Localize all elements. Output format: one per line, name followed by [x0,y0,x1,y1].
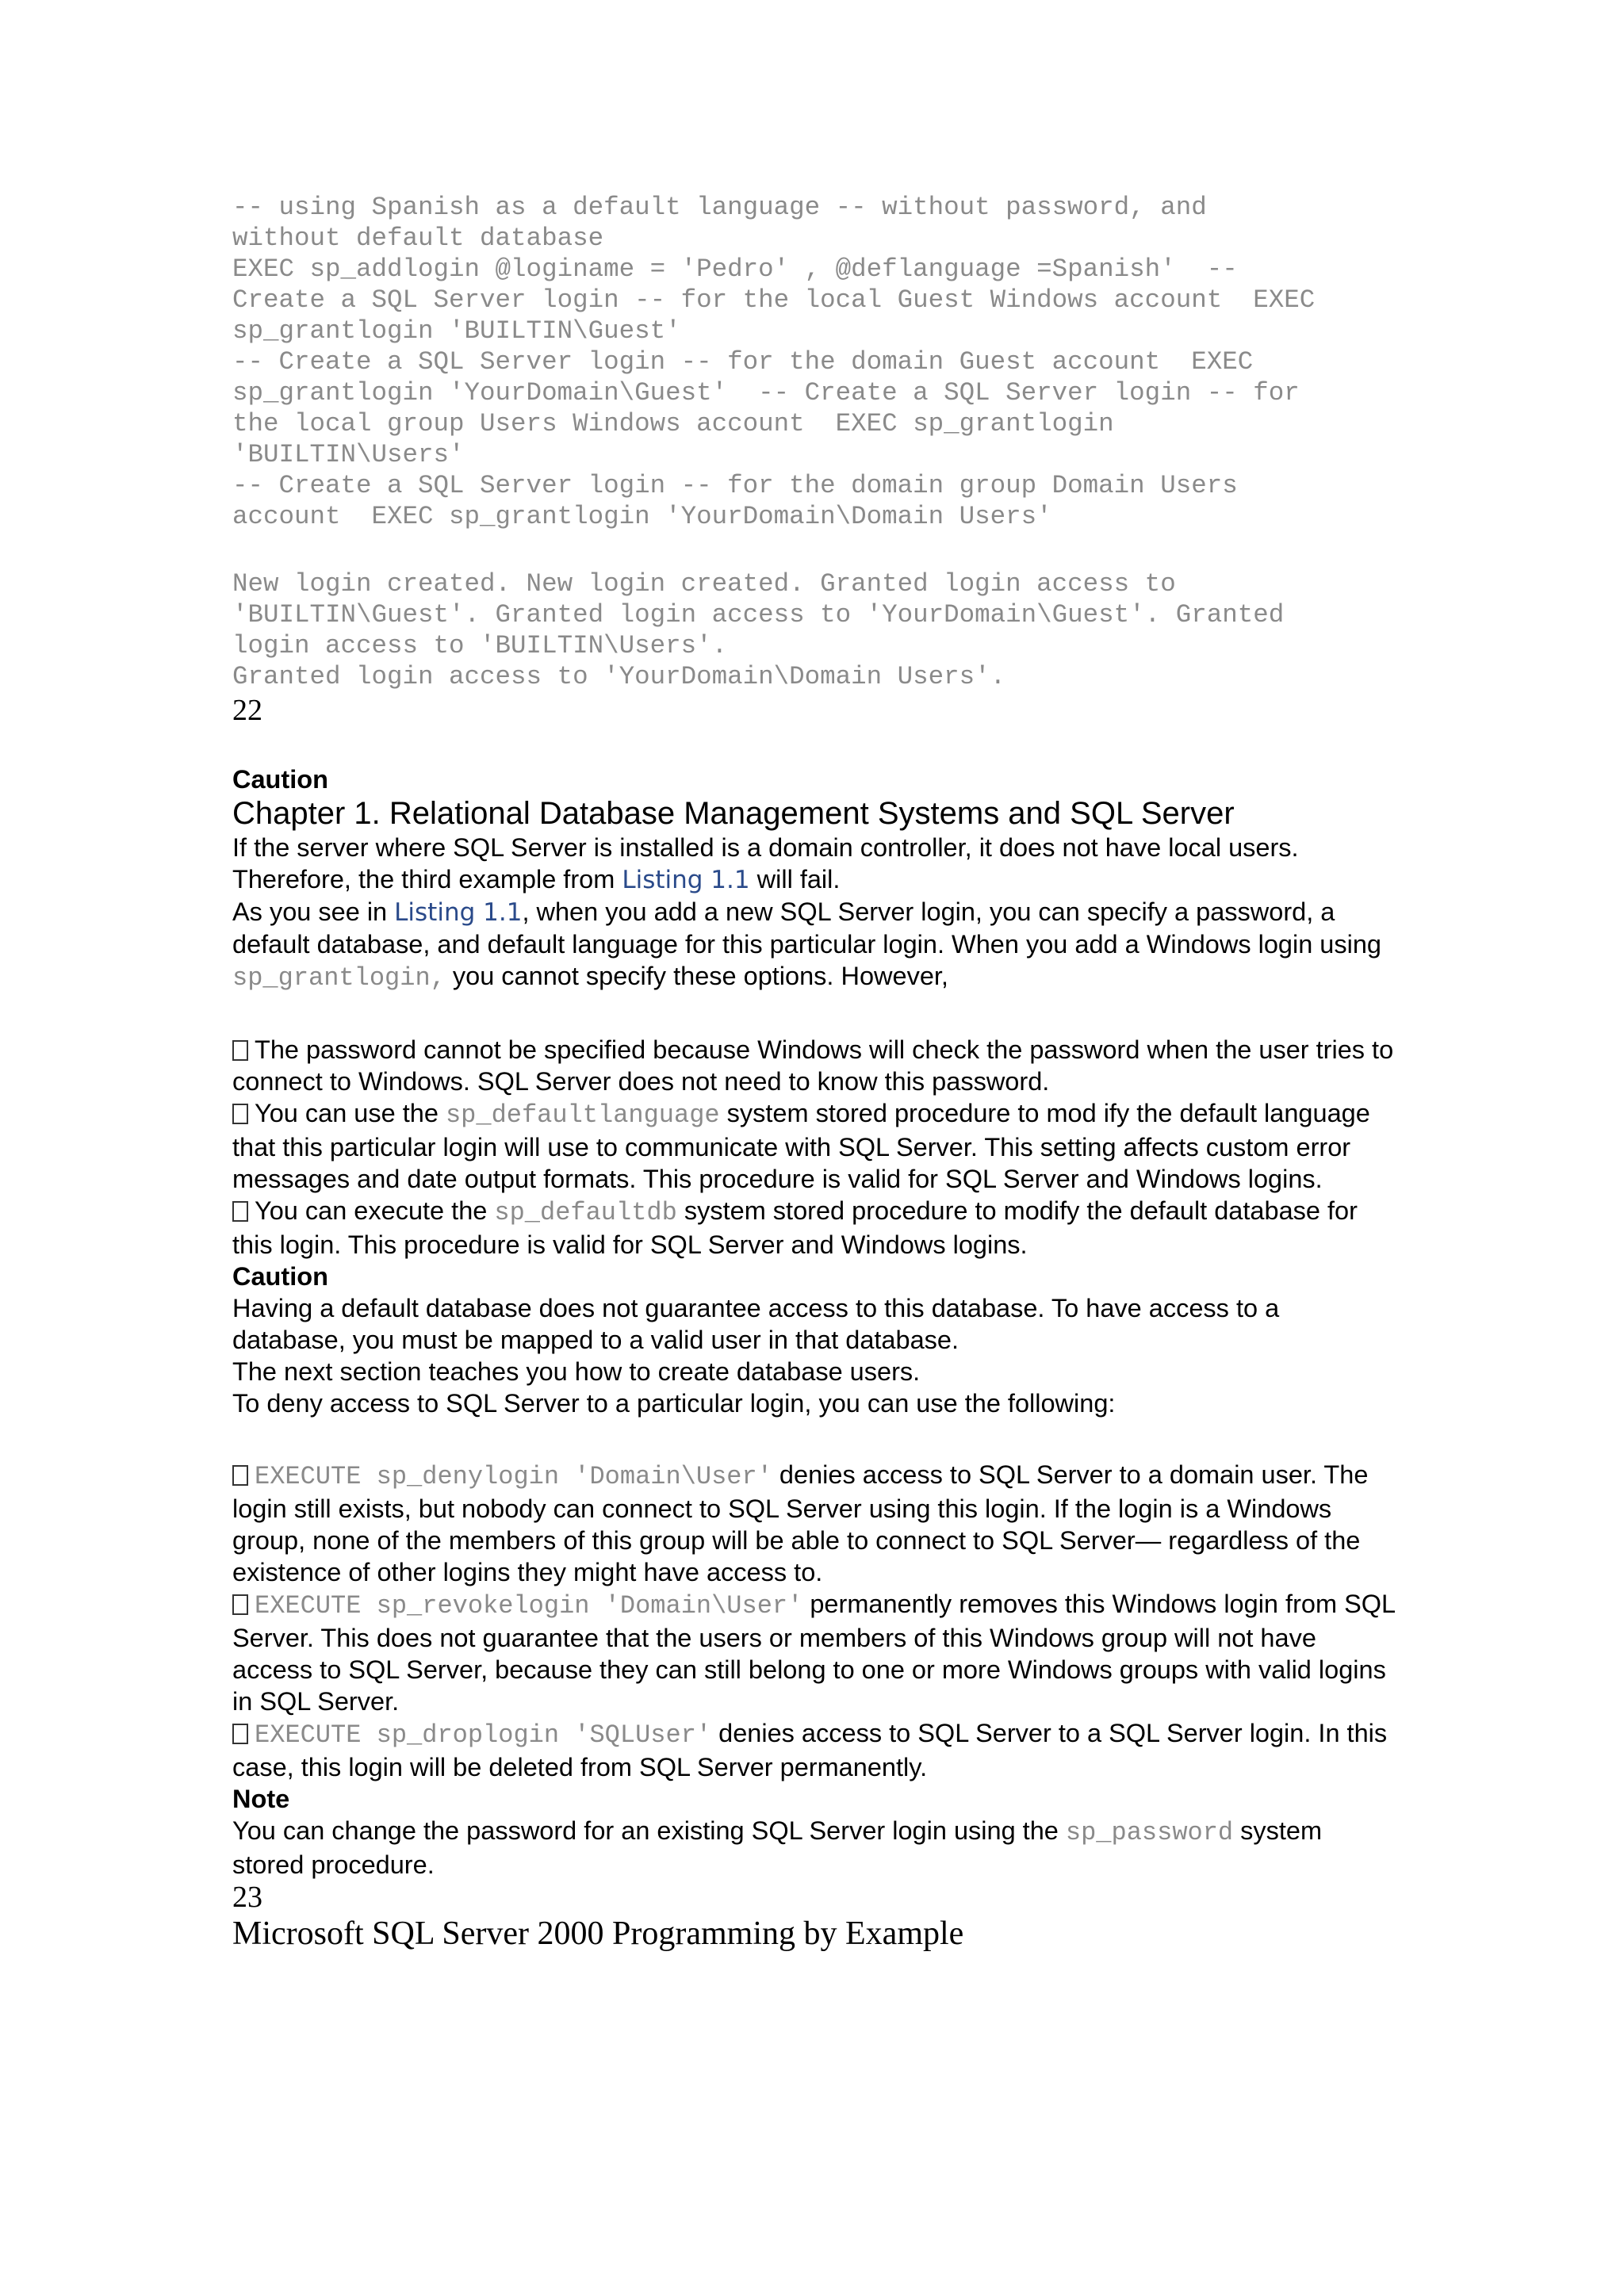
inline-code: sp_defaultlanguage [445,1100,720,1130]
book-title-footer: Microsoft SQL Server 2000 Programming by Example [232,1915,964,1952]
page-number: 22 [232,694,262,727]
bullet-item: You can use the sp_defaultlanguage system stored procedure to mod ify the default language that this particular login will use to communicate with SQL Server. This setting affects custom error messages and date output formats. This procedure is valid for SQL Server and Windows logins. [232,1099,1370,1193]
bullet-box-icon [232,1201,248,1222]
inline-code: sp_grantlogin, [232,963,446,993]
bullet-item: The password cannot be specified because Windows will check the password when the user tries to connect to Windows. SQL Server does not need to know this password. [232,1035,1394,1096]
code-block-sql: -- using Spanish as a default language -- without password, and without default database EXEC sp_addlogin @loginame = 'Pedro' , @deflanguage =Spanish' -- Create a SQL Server login -- for the local Guest Windows account EXEC sp_grantlogin 'BUILTIN\Guest' -- Create a SQL Server login -- for the domain Guest account EXEC sp_grantlogin 'YourDomain\Guest' -- Create a SQL Server login -- for the local group Users Windows account EXEC sp_grantlogin 'BUILTIN\Users' -- Create a SQL Server login -- for the domain group Domain Users account EXEC sp_grantlogin 'YourDomain\Domain Users' [232,193,1316,531]
paragraph: To deny access to SQL Server to a particular login, you can use the following: [232,1389,1116,1418]
paragraph: As you see in Listing 1.1, when you add a new SQL Server login, you can specify a password, a default database, and default language for this particular login. When you add a Windows login using sp_grantlogin, you cannot specify these options. However, [232,897,1381,993]
bullet-box-icon [232,1104,248,1124]
inline-code: sp_password [1065,1818,1234,1847]
paragraph: The next section teaches you how to create database users. [232,1357,921,1386]
code-block-output: New login created. New login created. Granted login access to 'BUILTIN\Guest'. Granted login access to 'YourDomain\Guest'. Granted login access to 'BUILTIN\Users'. Granted login access to 'YourDomain\Domain Users'. [232,569,1285,691]
listing-link[interactable]: Listing 1.1 [622,866,750,894]
listing-link[interactable]: Listing 1.1 [394,898,523,927]
bullet-box-icon [232,1465,248,1486]
bullet-box-icon [232,1040,248,1061]
bullet-item: You can execute the sp_defaultdb system stored procedure to modify the default database for this login. This procedure is valid for SQL Server and Windows logins. [232,1196,1358,1259]
bullet-item: EXECUTE sp_droplogin 'SQLUser' denies access to SQL Server to a SQL Server login. In this case, this login will be deleted from SQL Server permanently. [232,1719,1388,1781]
chapter-title: Chapter 1. Relational Database Management Systems and SQL Server [232,796,1235,831]
caution-heading: Caution [232,765,328,794]
inline-code: sp_defaultdb [494,1198,677,1227]
caution-text: Having a default database does not guarantee access to this database. To have access to a database, you must be mapped to a valid user in that database. [232,1294,1280,1354]
note-text: You can change the password for an existing SQL Server login using the sp_password system stored procedure. [232,1816,1323,1879]
bullet-box-icon [232,1594,248,1615]
bullet-item: EXECUTE sp_denylogin 'Domain\User' denies access to SQL Server to a domain user. The login still exists, but nobody can connect to SQL Server using this login. If the login is a Windows group, none of the members of this group will be able to connect to SQL Server— regardless of the existence of other logins they might have access to. [232,1460,1369,1586]
page-number: 23 [232,1881,262,1914]
document-page [232,192,1398,1954]
bullet-box-icon [232,1724,248,1744]
bullet-item: EXECUTE sp_revokelogin 'Domain\User' permanently removes this Windows login from SQL Server. This does not guarantee that the users or members of this Windows group will not have access to SQL Server, because they can still belong to one or more Windows groups with valid logins in SQL Server. [232,1590,1395,1716]
caution-heading: Caution [232,1262,328,1291]
note-heading: Note [232,1785,290,1813]
inline-code: EXECUTE sp_droplogin 'SQLUser' [255,1720,712,1750]
inline-code: EXECUTE sp_revokelogin 'Domain\User' [255,1591,803,1621]
inline-code: EXECUTE sp_denylogin 'Domain\User' [255,1462,772,1491]
paragraph: If the server where SQL Server is installed is a domain controller, it does not have local users. Therefore, the third example from Listing 1.1 will fail. [232,833,1299,894]
